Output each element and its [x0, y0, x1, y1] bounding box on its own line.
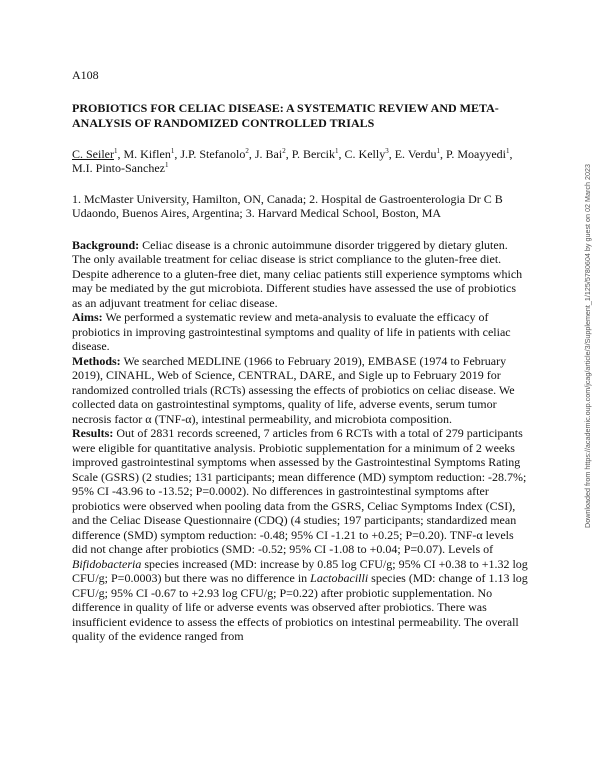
aims-section: [72, 310, 528, 354]
author-name: C. Seiler: [72, 146, 114, 161]
results-italic-bifidobacteria: Bifidobacteria: [72, 556, 142, 571]
author-name: J.P. Stefanolo: [180, 146, 246, 161]
background-text: Celiac disease is a chronic autoimmune disorder triggered by dietary gluten. The only available treatment for celiac disease is strict compliance to the gluten-free diet. Despite adherence to a gluten-free diet, many celiac patients still experience symptoms which may be mediated by the gut microbiota. Different studies have assessed the use of probiotics as an adjuvant treatment for celiac disease.: [72, 237, 523, 310]
author: [345, 147, 389, 161]
author: [446, 147, 510, 161]
author-name: P. Moayyedi: [445, 146, 506, 161]
author: [180, 147, 249, 161]
results-text-3: species (MD: change of 1.13 log CFU/g; 95% CI -0.67 to +2.93 log CFU/g; P=0.22) after probiotic supplementation. No difference in quality of life or adverse events was observed after probiotics. There was insufficient evidence to assess the effects of probiotics on intestinal permeability. The overall quality of the evidence ranged from: [72, 571, 528, 643]
results-section: [72, 426, 528, 644]
author-name: M.I. Pinto-Sanchez: [72, 161, 165, 175]
author: [395, 147, 440, 161]
author-name: M. Kiflen: [123, 146, 171, 161]
abstract-id: A108: [72, 68, 99, 82]
author-affiliation-mark: 3: [385, 146, 389, 155]
abstract-title: PROBIOTICS FOR CELIAC DISEASE: A SYSTEMATIC REVIEW AND META-ANALYSIS OF RANDOMIZED CONTROLLED TRIALS: [72, 100, 499, 130]
results-label: Results:: [72, 426, 114, 440]
author: [292, 147, 339, 161]
author: [72, 147, 118, 161]
author-name: E. Verdu: [394, 146, 437, 161]
author-affiliation-mark: 2: [282, 146, 286, 155]
author-name: J. Bai: [254, 146, 283, 161]
results-italic-lactobacilli: Lactobacilli: [310, 571, 369, 585]
author: [124, 147, 175, 161]
background-label: Background:: [72, 237, 140, 252]
author-affiliation-mark: 1: [170, 146, 175, 155]
author-affiliation-mark: 1: [335, 146, 339, 155]
author-affiliation-mark: 2: [245, 146, 249, 155]
author-affiliation-mark: 1: [164, 161, 169, 169]
aims-label: Aims:: [72, 310, 103, 324]
affiliations: 1. McMaster University, Hamilton, ON, Canada; 2. Hospital de Gastroenterologia Dr C B Udaondo, Buenos Aires, Argentina; 3. Harvard Medical School, Boston, MA: [72, 191, 503, 220]
author-affiliation-mark: 1: [436, 146, 440, 155]
author: [255, 147, 286, 161]
download-watermark: Downloaded from https://academic.oup.com/jcag/article/3/Supplement_1/125/5780604 by guest on 02 March 2023: [583, 164, 592, 528]
author-name: P. Bercik: [291, 146, 336, 161]
aims-text: We performed a systematic review and meta-analysis to evaluate the efficacy of probiotics in improving gastrointestinal symptoms and quality of life in patients with celiac disease.: [72, 310, 511, 353]
results-text-2: species increased (MD: increase by 0.85 log CFU/g; 95% CI +0.38 to +1.32 log CFU/g; P=0.0003) but there was no difference in: [72, 556, 528, 585]
background-section: [72, 238, 528, 311]
abstract-page: [72, 68, 528, 644]
methods-label: Methods:: [72, 353, 121, 368]
author-list: C. Seiler$^1$, M. Kiflen$^1$, J.P. Stefanolo$^2$, J. Bai$^2$, P. Bercik$^1$, C. Kelly$^3$, E. Verdu$^1$, P. Moayyedi$^1$, M.I. Pinto-Sanchez$^1$: [72, 146, 513, 175]
author-affiliation-mark: 1: [114, 146, 118, 155]
methods-section: [72, 354, 528, 427]
author-name: C. Kelly: [344, 146, 386, 161]
results-text-1: Out of 2831 records screened, 7 articles from 6 RCTs with a total of 279 participants were eligible for quantitative analysis. Probiotic supplementation for a minimum of 2 weeks improved gastrointestinal symptoms when assessed by the Gastrointestinal Symptoms Rating Scale (GSRS) (2 studies; 131 participants; mean difference (MD) symptom reduction: -28.7%; 95% CI -43.96 to -13.52; P=0.0002). No differences in gastrointestinal symptoms after probiotics were observed when pooling data from the GSRS, Celiac Symptoms Index (CSI), and the Celiac Disease Questionnaire (CDQ) (4 studies; 197 participants; standardized mean difference (SMD) symptom reduction: -0.48; 95% CI -1.21 to +0.25; P=0.20). TNF-α levels did not change after probiotics (SMD: -0.52; 95% CI -1.08 to +0.04; P=0.07). Levels of: [72, 426, 527, 556]
author-affiliation-mark: 1: [505, 146, 510, 155]
methods-text: We searched MEDLINE (1966 to February 2019), EMBASE (1974 to February 2019), CINAHL, Web of Science, CENTRAL, DARE, and Sigle up to February 2019 for randomized controlled trials (RCTs) assessing the effects of probiotics on celiac disease. We collected data on gastrointestinal symptoms, quality of life, adverse events, serum tumor necrosis factor α (TNF-α), intestinal permeability, and microbiota composition.: [72, 353, 515, 426]
author: [72, 161, 168, 175]
